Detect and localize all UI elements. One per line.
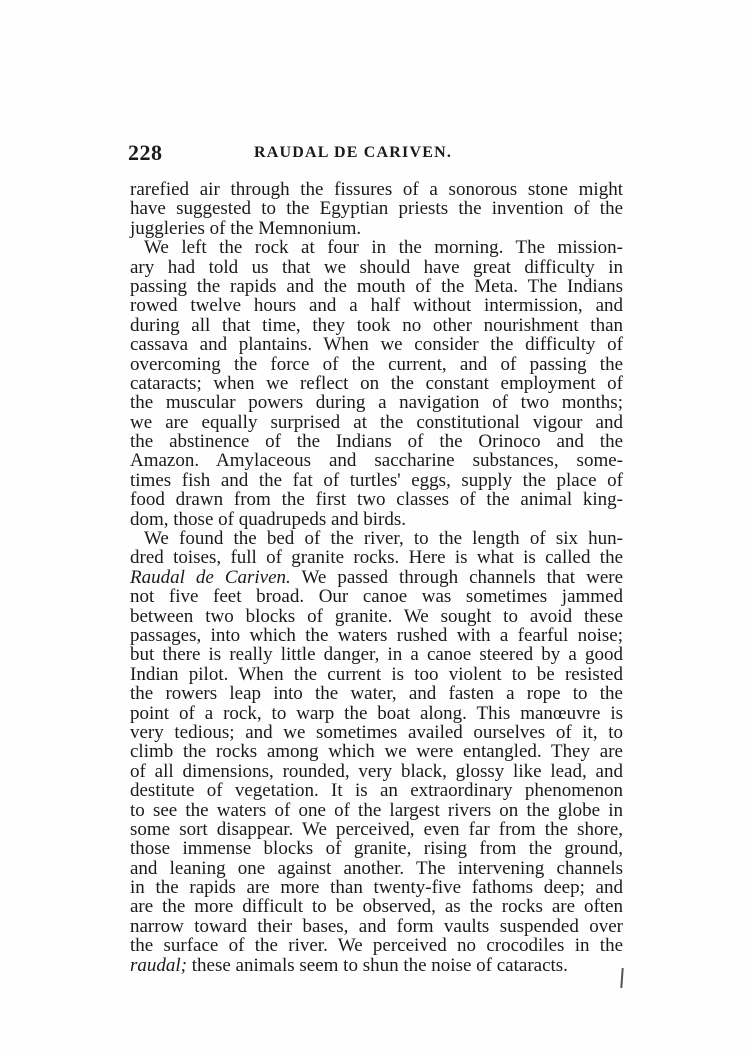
text-line: passages, into which the waters rushed with a fearful noise; — [130, 624, 623, 646]
italic-term: Raudal de Cariven. — [130, 566, 291, 588]
text-line: some sort disappear. We perceived, even far from the shore, — [130, 818, 623, 840]
text-line: juggleries of the Memnonium. — [130, 217, 362, 239]
text-line: We found the bed of the river, to the length of six hun- — [144, 528, 623, 550]
body-text — [130, 180, 623, 975]
text-line: the rowers leap into the water, and fasten a rope to the — [130, 683, 623, 705]
text-line: Amazon. Amylaceous and saccharine substances, some- — [130, 450, 623, 472]
text-line: cassava and plantains. When we consider the difficulty of — [130, 334, 623, 356]
text-line: between two blocks of granite. We sought to avoid these — [130, 605, 623, 627]
text-line: climb the rocks among which we were entangled. They are — [130, 741, 623, 763]
text-line: Indian pilot. When the current is too violent to be resisted — [130, 663, 623, 685]
margin-mark — [620, 968, 623, 988]
text-line: we are equally surprised at the constitutional vigour and — [130, 411, 623, 433]
text-line: Raudal de Cariven. We passed through channels that were — [130, 566, 624, 588]
text-line: overcoming the force of the current, and of passing the — [130, 353, 623, 375]
text-line: of all dimensions, rounded, very black, glossy like lead, and — [130, 760, 623, 782]
text-line: passing the rapids and the mouth of the Meta. The Indians — [130, 275, 623, 297]
running-head — [128, 140, 628, 170]
text-line: very tedious; and we sometimes availed ourselves of it, to — [130, 721, 623, 743]
text-line: but there is really little danger, in a canoe steered by a good — [130, 644, 623, 666]
text-line: the abstinence of the Indians of the Orinoco and the — [130, 431, 623, 453]
text-line: are the more difficult to be observed, as the rocks are often — [130, 896, 623, 918]
text-line: have suggested to the Egyptian priests the invention of the — [130, 198, 623, 220]
text-line: food drawn from the first two classes of the animal king- — [130, 489, 623, 511]
text-line: to see the waters of one of the largest rivers on the globe in — [130, 799, 623, 821]
text-line: point of a rock, to warp the boat along. This manœuvre is — [130, 702, 623, 724]
text-line: cataracts; when we reflect on the constant employment of — [130, 372, 623, 394]
text-line: and leaning one against another. The intervening channels — [130, 857, 623, 879]
text-line: those immense blocks of granite, rising from the ground, — [130, 838, 623, 860]
text-line: times fish and the fat of turtles' eggs, supply the place of — [130, 469, 623, 491]
text-line: the surface of the river. We perceived no crocodiles in the — [130, 935, 623, 957]
text-line: not five feet broad. Our canoe was sometimes jammed — [130, 586, 623, 608]
page-number: 228 — [128, 140, 163, 165]
text-line: the muscular powers during a navigation of two months; — [130, 392, 623, 414]
text-line: rarefied air through the fissures of a sonorous stone might — [130, 179, 623, 200]
text-line: dred toises, full of granite rocks. Here is what is called the — [130, 547, 623, 569]
text-line: raudal; these animals seem to shun the noise of cataracts. — [130, 954, 568, 976]
text-line: destitute of vegetation. It is an extraordinary phenomenon — [130, 780, 623, 802]
text-line: narrow toward their bases, and form vaults suspended over — [130, 915, 623, 937]
text-line: in the rapids are more than twenty-five fathoms deep; and — [130, 877, 623, 899]
italic-term: raudal; — [130, 954, 187, 976]
running-title: RAUDAL DE CARIVEN. — [254, 144, 453, 161]
text-line: during all that time, they took no other nourishment than — [130, 314, 623, 336]
text-line: ary had told us that we should have great difficulty in — [130, 256, 623, 278]
text-line: dom, those of quadrupeds and birds. — [130, 508, 406, 530]
text-line: rowed twelve hours and a half without intermission, and — [130, 295, 623, 317]
text-line: We left the rock at four in the morning. The mission- — [144, 237, 623, 259]
